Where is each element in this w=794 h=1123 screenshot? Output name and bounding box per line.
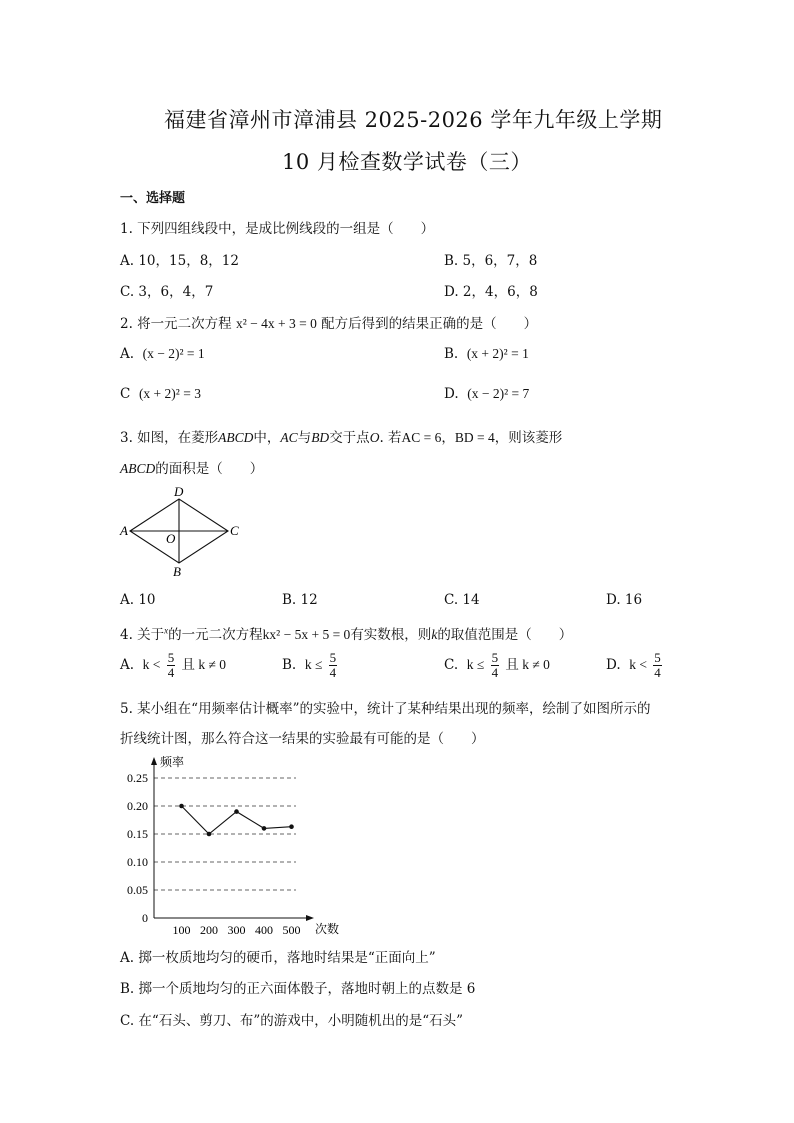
q4-option-d: D. k < $\frac{5}{4}$ bbox=[606, 650, 661, 680]
q5-option-c: C. 在“石头、剪刀、布”的游戏中，小明随机出的是“石头” bbox=[120, 1013, 464, 1029]
y-tick-label: 0.10 bbox=[127, 855, 148, 869]
fraction-5-4: $\frac{5}{4}$ bbox=[654, 650, 661, 680]
y-tick-label: 0.15 bbox=[127, 827, 148, 841]
q3-option-d: D. 16 bbox=[606, 592, 643, 608]
q3-stem-line1: 3. 如图，在菱形ABCD中，AC与BD交于点O. 若AC = 6，BD = 4，则该菱形 bbox=[120, 430, 563, 446]
q2-stem-pre: 2. 将一元二次方程 bbox=[120, 316, 232, 332]
label-b: B bbox=[173, 564, 181, 579]
x-axis-arrow bbox=[306, 915, 314, 921]
fraction-5-4: $\frac{5}{4}$ bbox=[167, 650, 175, 680]
rhombus-figure bbox=[116, 484, 246, 580]
q4-stem: 4. 关于$^x$的一元二次方程kx² − 5x + 5 = 0有实数根，则k的取值范围是（ ） bbox=[120, 625, 573, 643]
y-tick-label: 0.05 bbox=[127, 883, 148, 897]
q4-option-c: C. k ≤ $\frac{5}{4}$ 且 k ≠ 0 bbox=[444, 650, 550, 680]
data-point bbox=[179, 804, 184, 809]
q2-option-c: C (x + 2)² = 3 bbox=[120, 386, 201, 402]
q3-stem-line2: ABCD的面积是（ ） bbox=[120, 461, 264, 477]
y-tick-label: 0.25 bbox=[127, 771, 148, 785]
paper-title-line1: 福建省漳州市漳浦县 2025-2026 学年九年级上学期 bbox=[164, 108, 663, 132]
x-tick-label: 400 bbox=[255, 923, 273, 937]
x-tick-label: 200 bbox=[200, 923, 218, 937]
q5-option-a: A. 掷一枚质地均匀的硬币，落地时结果是“正面向上” bbox=[120, 950, 436, 966]
data-point bbox=[289, 824, 294, 829]
q1-option-b: B. 5，6，7，8 bbox=[444, 253, 538, 269]
label-c: C bbox=[230, 523, 239, 538]
y-tick-label: 0.20 bbox=[127, 799, 148, 813]
q2-equation: x² − 4x + 3 = 0 bbox=[235, 316, 317, 331]
q3-option-a: A. 10 bbox=[120, 592, 156, 608]
q1-option-d: D. 2，4，6，8 bbox=[444, 284, 538, 300]
q1-option-a: A. 10，15，8，12 bbox=[120, 253, 239, 269]
paper-title-line2: 10 月检查数学试卷（三） bbox=[282, 150, 532, 174]
q1-stem: 1. 下列四组线段中，是成比例线段的一组是（ ） bbox=[120, 221, 435, 237]
x-tick-label: 500 bbox=[282, 923, 301, 937]
q4-option-b: B. k ≤ $\frac{5}{4}$ bbox=[282, 650, 337, 680]
q2-option-a: A. (x − 2)² = 1 bbox=[120, 346, 205, 362]
x-tick-label: 100 bbox=[172, 923, 191, 937]
q4-option-a: A. k < $\frac{5}{4}$ 且 k ≠ 0 bbox=[120, 650, 227, 680]
x-tick-label: 300 bbox=[227, 923, 246, 937]
label-a: A bbox=[120, 523, 128, 538]
q2-option-b: B. (x + 2)² = 1 bbox=[444, 346, 529, 362]
y-axis-label: 频率 bbox=[160, 755, 185, 769]
q5-option-b: B. 掷一个质地均匀的正六面体骰子，落地时朝上的点数是 6 bbox=[120, 981, 476, 997]
q5-stem-line2: 折线统计图，那么符合这一结果的实验最有可能的是（ ） bbox=[120, 731, 485, 747]
frequency-line-chart bbox=[110, 752, 360, 942]
section-title: 一、选择题 bbox=[120, 191, 186, 206]
q1-option-c: C. 3，6，4，7 bbox=[120, 284, 214, 300]
fraction-5-4: $\frac{5}{4}$ bbox=[329, 650, 337, 680]
data-point bbox=[207, 832, 212, 837]
x-axis-label: 次数 bbox=[315, 922, 340, 936]
q2-stem-post: 配方后得到的结果正确的是（ ） bbox=[321, 316, 538, 332]
q3-option-c: C. 14 bbox=[444, 592, 480, 608]
q3-option-b: B. 12 bbox=[282, 592, 318, 608]
label-o: O bbox=[166, 531, 176, 546]
q5-stem-line1: 5. 某小组在“用频率估计概率”的实验中，统计了某种结果出现的频率，绘制了如图所示的 bbox=[120, 701, 651, 717]
q2-stem bbox=[120, 312, 537, 332]
y-axis-arrow bbox=[151, 757, 157, 765]
fraction-5-4: $\frac{5}{4}$ bbox=[491, 650, 499, 680]
q2-option-d: D. (x − 2)² = 7 bbox=[444, 386, 530, 402]
y-tick-label: 0 bbox=[142, 911, 148, 925]
label-d: D bbox=[174, 484, 184, 499]
data-point bbox=[234, 809, 239, 814]
data-point bbox=[262, 826, 267, 831]
